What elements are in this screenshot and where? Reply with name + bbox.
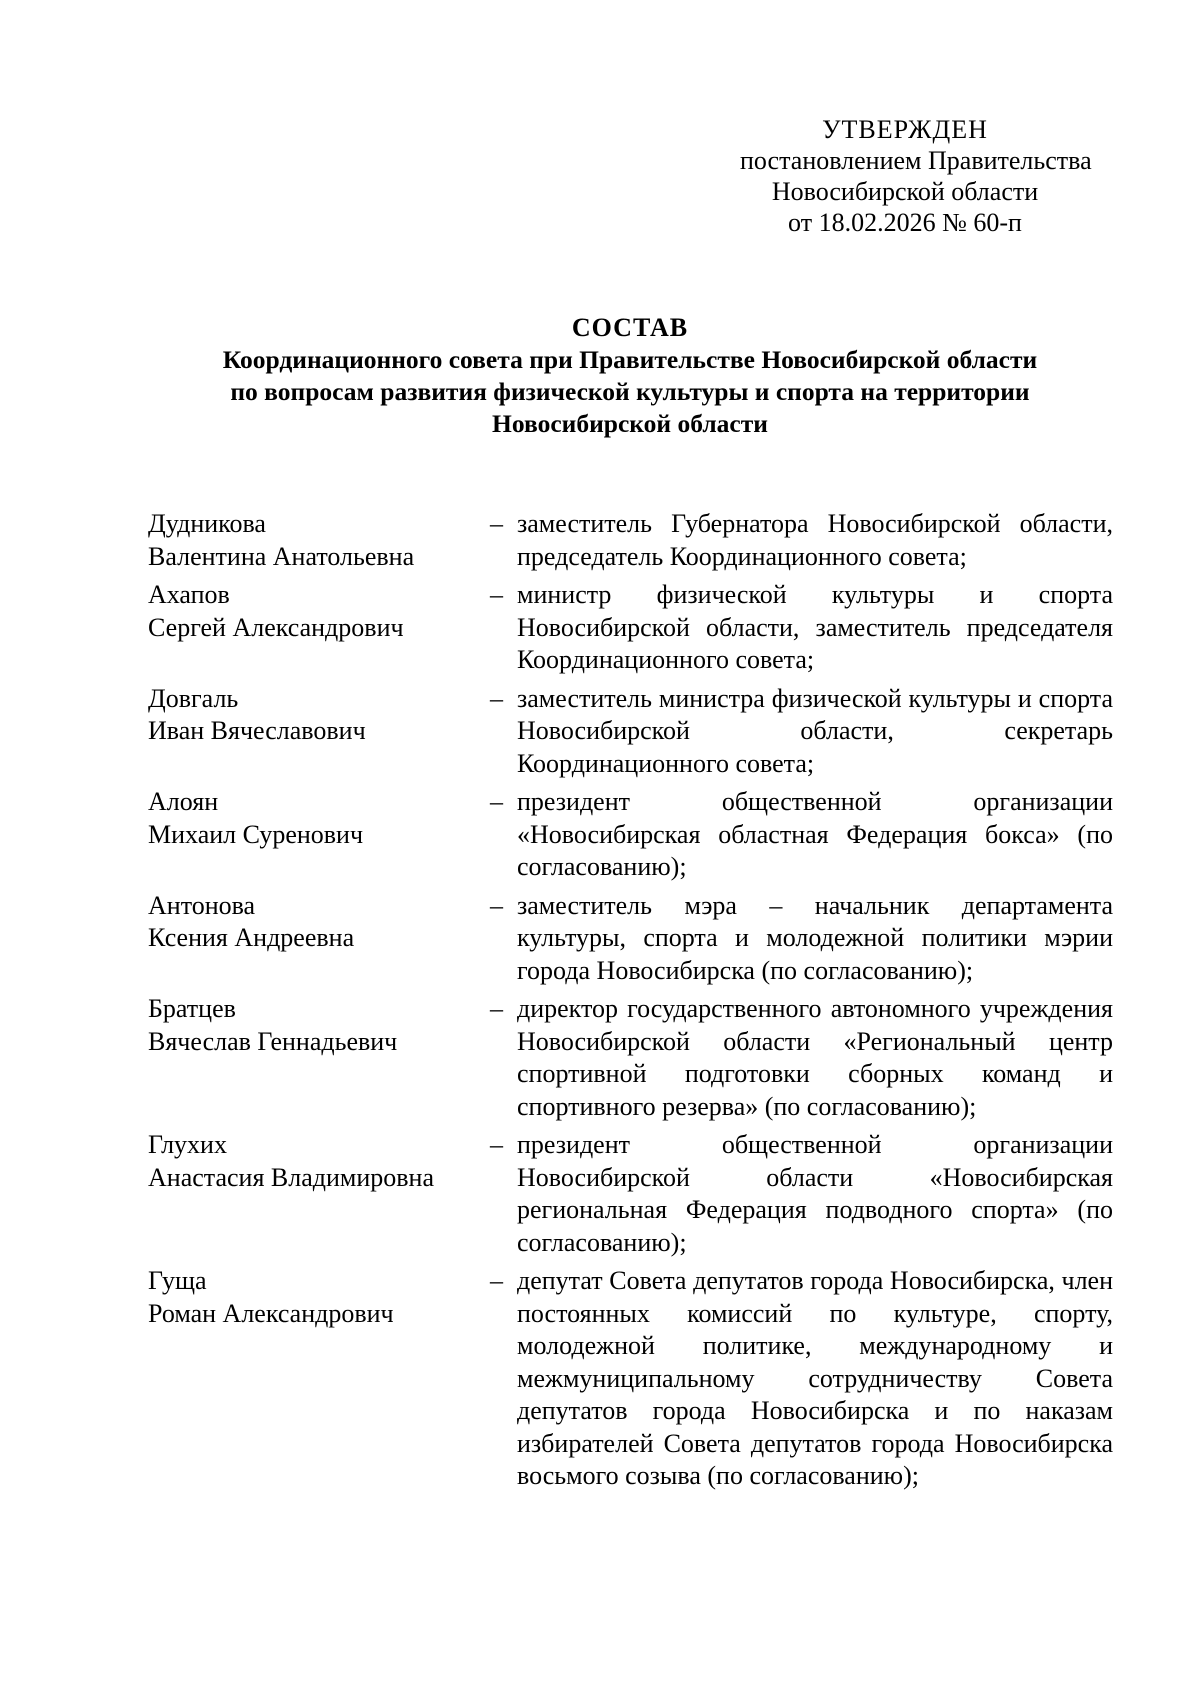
document-subtitle-line-2: по вопросам развития физической культуры и спорта на территории [230, 377, 1030, 406]
member-surname: Глухих [148, 1130, 227, 1159]
members-list [148, 508, 1128, 1499]
member-role: министр физической культуры и спорта Новосибирской области, заместитель председателя Координационного совета; [517, 580, 1113, 674]
document-title: СОСТАВ [571, 313, 689, 342]
member-surname: Гуща [148, 1266, 207, 1295]
member-name [148, 890, 488, 988]
member-row [148, 1129, 1128, 1259]
member-row [148, 786, 1128, 884]
member-given-names: Ксения Андреевна [148, 923, 355, 952]
member-role: депутат Совета депутатов города Новосибирска, член постоянных комиссий по культуре, спорту, молодежной политике, международному и межмуниципальному сотрудничеству Совета депутатов города Новосибирска и по наказам избирателей Совета депутатов города Новосибирска восьмого созыва (по согласованию); [517, 1266, 1113, 1490]
member-dash: – [490, 890, 503, 920]
member-name [148, 786, 488, 884]
member-dash: – [490, 1266, 503, 1295]
member-dash: – [490, 1130, 503, 1159]
member-dash: – [490, 580, 503, 609]
member-surname: Антонова [148, 890, 256, 920]
member-row [148, 579, 1128, 677]
member-given-names: Сергей Александрович [148, 612, 404, 642]
approval-line-decree: постановлением Правительства [740, 146, 1092, 175]
member-name [148, 508, 488, 573]
member-given-names: Михаил Суренович [148, 819, 364, 849]
member-dash: – [490, 683, 503, 713]
approval-heading: УТВЕРЖДЕН [822, 115, 988, 144]
member-dash: – [490, 994, 503, 1023]
member-surname: Дудникова [148, 509, 266, 538]
member-surname: Братцев [148, 994, 236, 1023]
member-role: заместитель министра физической культуры и спорта Новосибирской области, секретарь Координационного совета; [517, 683, 1113, 778]
member-given-names: Роман Александрович [148, 1298, 394, 1328]
document-title-block [130, 312, 1130, 440]
member-row [148, 890, 1128, 988]
member-given-names: Иван Вячеславович [148, 716, 366, 745]
document-subtitle-line-1: Координационного совета при Правительстве Новосибирской области [222, 345, 1038, 374]
member-given-names: Вячеслав Геннадьевич [148, 1026, 398, 1056]
member-row [148, 993, 1128, 1123]
approval-line-date-number: от 18.02.2026 № 60-п [788, 208, 1022, 237]
member-given-names: Валентина Анатольевна [148, 541, 415, 571]
member-name [148, 993, 488, 1123]
member-role: заместитель Губернатора Новосибирской области, председатель Координационного совета; [517, 509, 1113, 571]
document-subtitle-line-3: Новосибирской области [492, 409, 768, 438]
member-role: заместитель мэра – начальник департамента культуры, спорта и молодежной политики мэрии города Новосибирска (по согласованию); [517, 890, 1113, 985]
member-given-names: Анастасия Владимировна [148, 1162, 434, 1192]
member-surname: Алоян [148, 787, 219, 816]
member-row [148, 683, 1128, 781]
member-name [148, 1265, 488, 1493]
approval-stamp-block [740, 114, 1092, 238]
member-dash: – [490, 787, 503, 816]
member-role: директор государственного автономного учреждения Новосибирской области «Региональный центр спортивной подготовки сборных команд и спортивного резерва» (по согласованию); [517, 994, 1113, 1121]
member-row [148, 508, 1128, 573]
member-row [148, 1265, 1128, 1493]
member-name [148, 683, 488, 781]
member-name [148, 1129, 488, 1259]
member-surname: Ахапов [148, 580, 230, 609]
member-dash: – [490, 509, 503, 538]
member-role: президент общественной организации «Новосибирская областная Федерация бокса» (по согласованию); [517, 787, 1113, 881]
member-name [148, 579, 488, 677]
member-role: президент общественной организации Новосибирской области «Новосибирская региональная Федерация подводного спорта» (по согласованию); [517, 1130, 1113, 1257]
approval-line-region: Новосибирской области [771, 177, 1039, 206]
member-surname: Довгаль [148, 683, 239, 713]
